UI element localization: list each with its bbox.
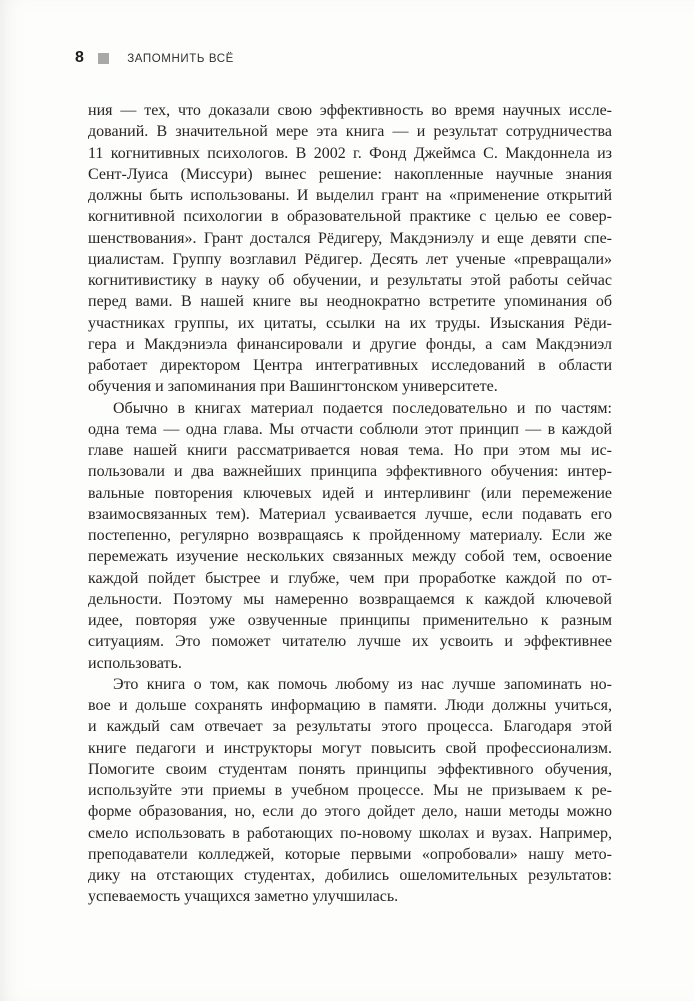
running-title: ЗАПОМНИТЬ ВСЁ xyxy=(127,53,234,65)
text-line: ния — тех, что доказали свою эффективность во время научных иссле- xyxy=(88,102,612,119)
text-line: обучения и запоминания при Вашингтонском университете. xyxy=(88,378,498,396)
text-line: и каждый сам отвечает за результаты этого процесса. Благодаря этой xyxy=(88,718,612,736)
text-line: идее, повторяя уже озвученные принципы применительно к разным xyxy=(88,612,612,629)
text-line: Это книга о том, как помочь любому из нас лучше запоминать но- xyxy=(113,675,612,693)
text-line: гера и Макдэниэла финансировали и другие фонды, а сам Макдэниэл xyxy=(88,335,612,353)
text-line: когнитивистику в науку об обучении, и результаты этой работы сейчас xyxy=(88,272,612,289)
text-line: использовать. xyxy=(88,654,182,672)
running-header xyxy=(75,49,234,67)
text-line: одна тема — одна глава. Мы отчасти соблюли этот принцип — в каждой xyxy=(88,420,612,438)
text-line: вое и дольше сохранять информацию в памяти. Люди должны учиться, xyxy=(88,697,612,714)
section-marker-square-icon xyxy=(98,53,109,64)
text-line: дику на отстающих студентах, добились ошеломительных результатов: xyxy=(88,867,612,884)
text-line: постепенно, регулярно возвращаясь к пройденному материалу. Если же xyxy=(88,527,612,544)
text-line: пользовали и два важнейших принципа эффективного обучения: интер- xyxy=(88,463,612,481)
text-line: Сент-Луиса (Миссури) вынес решение: накопленные научные знания xyxy=(88,165,612,183)
text-line: взаимосвязанных тем). Материал усваивается лучше, если подавать его xyxy=(88,505,612,523)
text-line: каждой пойдет быстрее и глубже, чем при проработке каждой по от- xyxy=(88,569,612,587)
text-line: работает директором Центра интегративных исследований в области xyxy=(88,357,612,374)
text-line: участниках группы, их цитаты, ссылки на их труды. Изыскания Рёди- xyxy=(88,314,612,332)
text-line: книге педагоги и инструкторы могут повысить свой профессионализм. xyxy=(88,739,612,757)
text-line: ситуациям. Это поможет читателю лучше их усвоить и эффективнее xyxy=(88,633,612,651)
text-line: перемежать изучение нескольких связанных между собой тем, освоение xyxy=(88,548,612,566)
paragraph xyxy=(88,398,612,674)
text-line: используйте эти приемы в учебном процессе. Мы не призываем к ре- xyxy=(88,782,612,799)
page-number: 8 xyxy=(75,49,85,66)
text-line: должны быть использованы. И выделил грант на «применение открытий xyxy=(88,187,612,204)
text-line: Обычно в книгах материал подается последовательно и по частям: xyxy=(113,399,612,417)
text-line: вальные повторения ключевых идей и интерливинг (или перемежение xyxy=(88,484,612,502)
text-line: преподаватели колледжей, которые первыми «опробовали» нашу мето- xyxy=(88,845,612,863)
body-text xyxy=(88,100,612,908)
text-line: циалистам. Группу возглавил Рёдигер. Десять лет ученые «превращали» xyxy=(88,250,612,268)
text-line: главе нашей книги рассматривается новая тема. Но при этом мы ис- xyxy=(88,442,612,459)
text-line: шенствования». Грант достался Рёдигеру, Макдэниэлу и еще девяти спе- xyxy=(88,229,612,247)
text-line: когнитивной психологии в образовательной практике с целью ее совер- xyxy=(88,208,612,226)
text-line: 11 когнитивных психологов. В 2002 г. Фонд Джеймса С. Макдоннела из xyxy=(88,144,612,162)
text-line: форме образования, но, если до этого дойдет дело, наши методы можно xyxy=(88,803,612,821)
paragraph xyxy=(88,100,612,398)
text-line: успеваемость учащихся заметно улучшилась. xyxy=(88,888,399,906)
text-line: дований. В значительной мере эта книга — и результат сотрудничества xyxy=(88,123,612,141)
paragraph xyxy=(88,674,612,908)
text-line: смело использовать в работающих по-новому школах и вузах. Например, xyxy=(88,824,612,842)
text-line: Помогите своим студентам понять принципы эффективного обучения, xyxy=(88,760,612,778)
text-line: дельности. Поэтому мы намеренно возвращаемся к каждой ключевой xyxy=(88,590,612,608)
text-line: перед вами. В нашей книге вы неоднократно встретите упоминания об xyxy=(88,293,612,311)
